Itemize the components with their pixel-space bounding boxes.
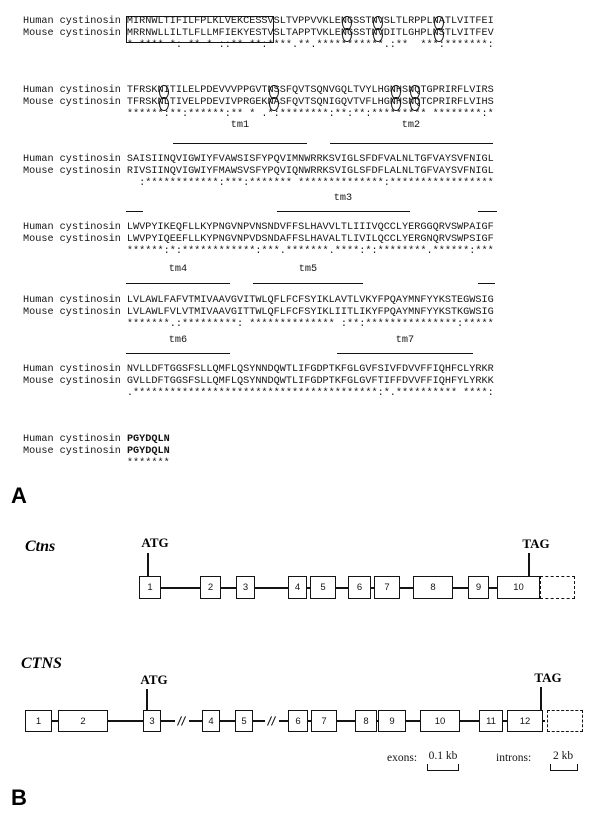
panel-a-label: A [11,483,27,508]
glycosylation-site-oval [373,28,383,43]
exon-10: 10 [420,710,460,732]
utr-dashed-box [540,576,575,599]
tag-label: TAG [534,670,562,685]
alignment-row-conservation: ******:*:************:***.*******.****:*:********.******:*** [23,246,494,257]
exon-1: 1 [25,710,52,732]
introns-scale-label: introns: [496,752,532,764]
alignment-row-mouse: Mouse cystinosin PGYDQLN [23,446,170,457]
alignment-row-conservation: * **** *: ** * ::** **:****.**.***********.:** ***:*******: [23,40,494,51]
tag-line [540,687,542,711]
atg-label: ATG [140,672,168,687]
tm-line-tm4 [126,283,230,284]
tm-line-tm7 [337,353,473,354]
exon-3: 3 [236,576,255,599]
exon-6: 6 [288,710,308,732]
intron-break [265,715,279,727]
tm-label-tm2: tm2 [401,120,421,131]
exon-8: 8 [413,576,453,599]
alignment-row-conservation: *******.:*********: ************** :**:***************:***** [23,319,494,330]
exon-7: 7 [311,710,337,732]
tm-label-tm5: tm5 [298,264,318,275]
glycosylation-site-oval [269,97,279,112]
atg-line [147,553,149,577]
atg-label: ATG [141,535,169,550]
tag-line [528,553,530,577]
gene-name: Ctns [25,538,56,555]
alignment-row-conservation: :************:***:******* **************:***************** [23,178,494,189]
exon-12: 12 [507,710,543,732]
exon-2: 2 [58,710,108,732]
introns-scale-bar [550,764,578,771]
signal-peptide-box [126,16,274,43]
atg-line [146,689,148,711]
exon-10: 10 [497,576,540,599]
alignment-row-conservation: ******* [23,458,170,469]
exon-9: 9 [468,576,489,599]
exon-3: 3 [143,710,161,732]
alignment-row-human: Human cystinosin SAISIINQVIGWIYFVAWSISFYPQVIMNWRRKSVIGLSFDFVALNLTGFVAYSVFNIGL [23,154,494,165]
tm-line-stub [478,211,497,212]
exon-6: 6 [348,576,371,599]
exons-scale-label: exons: [387,752,418,764]
alignment-row-mouse: Mouse cystinosin MRRNWLLILTLFLLMFIEKYESTVSLTAPPTVKLENGSSTNVDITLGHPLNSTLVITFEV [23,28,494,39]
tm-label-tm6: tm6 [168,335,188,346]
exons-scale-bar [427,764,459,771]
exon-1: 1 [139,576,161,599]
tm-line-tm6 [126,353,230,354]
alignment-row-human: Human cystinosin LVLAWLFAFVTMIVAAVGVITWLQFLFCFSYIKLAVTLVKYFPQAYMNFYYKSTEGWSIG [23,295,494,306]
glycosylation-site-oval [159,97,169,112]
alignment-row-conservation: .****************************************:*.********** ****: [23,388,494,399]
panel-b-label: B [11,785,27,810]
exon-4: 4 [288,576,307,599]
exon-5: 5 [235,710,253,732]
alignment-row-conservation: ******:**:******:** * .*:********:**:**:********* ********:* [23,109,494,120]
tm-line-tm1 [173,143,307,144]
glycosylation-site-oval [434,28,444,43]
exon-7: 7 [374,576,400,599]
tag-label: TAG [522,536,550,551]
tm-line-stub [478,283,495,284]
intron-break [175,715,189,727]
tm-label-tm7: tm7 [395,335,415,346]
tm-label-tm1: tm1 [230,120,250,131]
alignment-row-human: Human cystinosin NVLLDFTGGSFSLLQMFLQSYNNDQWTLIFGDPTKFGLGVFSIVFDVVFFIQHFCLYRKR [23,364,494,375]
exon-8: 8 [355,710,377,732]
exon-5: 5 [310,576,336,599]
introns-scale-value: 2 kb [552,750,574,762]
glycosylation-site-oval [410,97,420,112]
tm-label-tm4: tm4 [168,264,188,275]
alignment-row-human: Human cystinosin LWVPYIKEQFLLKYPNGVNPVNSNDVFFSLHAVVLTLIIIVQCCLYERGGQRVSWPAIGF [23,222,494,233]
alignment-row-mouse: Mouse cystinosin GVLLDFTGGSFSLLQMFLQSYNNDQWTLIFGDPTKFGLGVFTIFFDVVFFIQHFYLYRKK [23,376,494,387]
alignment-row-human: Human cystinosin PGYDQLN [23,434,170,445]
exon-11: 11 [479,710,503,732]
alignment-row-mouse: Mouse cystinosin LVLAWLFVLVTMIVAAVGITTWLQFLFCFSYIKLIITLIKYFPQAYMNFYYKSTKGWSIG [23,307,494,318]
tm-label-tm3: tm3 [333,193,353,204]
alignment-row-human: Human cystinosin TFRSKNITILELPDEVVVPPGVTNSSFQVTSQNVGQLTVYLHGNHSNQTGPRIRFLVIRS [23,85,494,96]
tm-line-tm5 [253,283,363,284]
tm-line-tm3 [277,211,410,212]
exon-2: 2 [200,576,221,599]
tm-line-tm2 [330,143,493,144]
tm-line-stub [126,211,143,212]
exon-9: 9 [378,710,406,732]
alignment-row-mouse: Mouse cystinosin RIVSIINQVIGWIYFMAWSVSFYPQVIQNWRRKSVIGLSFDFLALNLTGFVAYSVFNIGL [23,166,494,177]
exon-4: 4 [202,710,220,732]
alignment-row-mouse: Mouse cystinosin TFRSKNLTIVELPDEVIVPRGEKNASFQVTSQNIGQVTVFLHGNHSNQTCPRIRFLVIHS [23,97,494,108]
gene-name: CTNS [21,655,62,672]
utr-dashed-box [547,710,583,732]
alignment-row-human: Human cystinosin MIRNWLTIFILFPLKLVEKCESSVSLTVPPVVKLENGSSTNVSLTLRPPLNATLVITFEI [23,16,494,27]
exons-scale-value: 0.1 kb [428,750,458,762]
alignment-row-mouse: Mouse cystinosin LWVPYIQEEFLLKYPNGVNPVDSNDAFFSLHAVALTLIVILQCCLYERGNQRVSWPSIGF [23,234,494,245]
